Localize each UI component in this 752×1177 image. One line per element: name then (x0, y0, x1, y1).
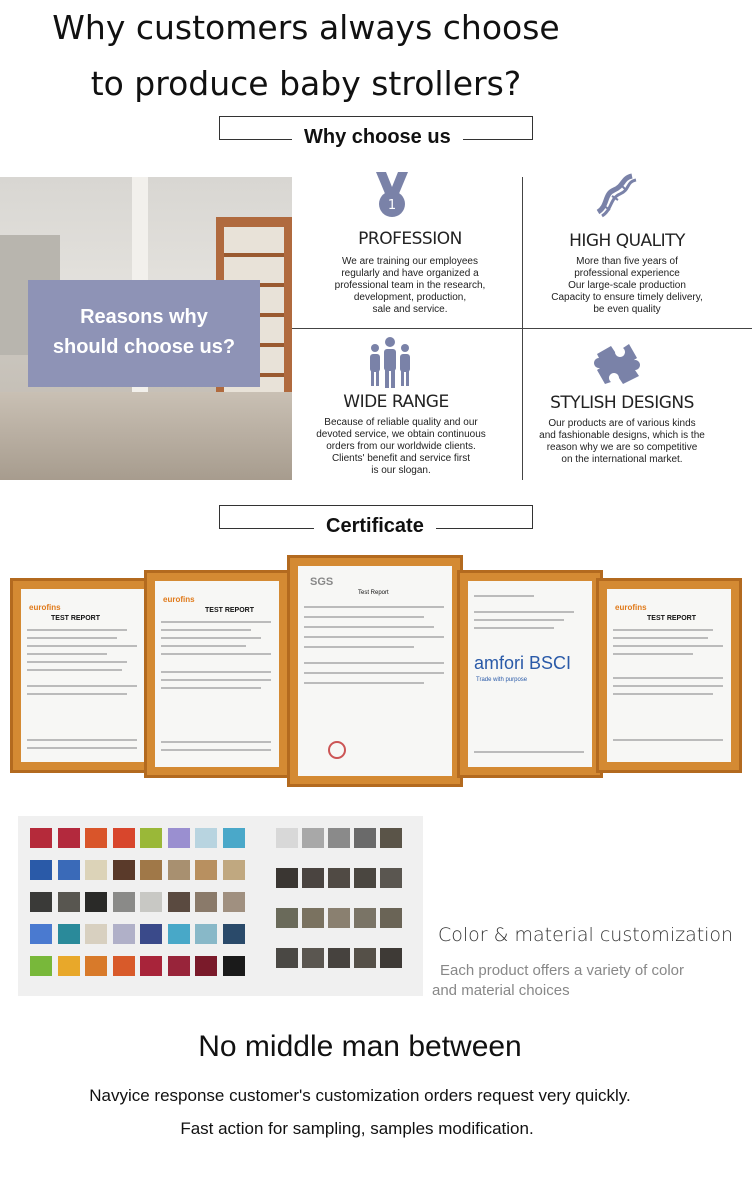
fabric-swatch (113, 828, 135, 848)
material-swatch (328, 948, 350, 968)
certificate-heading-3: Test Report (358, 590, 389, 596)
fabric-swatch (195, 828, 217, 848)
fabric-swatch (168, 860, 190, 880)
fabric-swatch (140, 892, 162, 912)
fabric-swatch (223, 892, 245, 912)
svg-text:1: 1 (387, 198, 397, 213)
fabric-swatch (195, 860, 217, 880)
fabric-swatch (30, 828, 52, 848)
certificate-heading-5: TEST REPORT (647, 615, 697, 622)
fabric-swatch (223, 860, 245, 880)
fabric-swatch (223, 924, 245, 944)
material-swatch (302, 908, 324, 928)
customization-text-line2: and material choices (432, 982, 570, 999)
fabric-swatch (195, 892, 217, 912)
certificate-heading-1: TEST REPORT (51, 615, 101, 622)
material-swatch (328, 868, 350, 888)
fabric-swatch (113, 924, 135, 944)
feature-text-profession: We are training our employees regularly and have organized a professional team in the research, development, production, sale and service. (334, 256, 486, 315)
medal-icon (372, 172, 412, 220)
fabric-swatch (168, 828, 190, 848)
feature-title-profession: PROFESSION (358, 229, 462, 249)
feature-text-wide-range: Because of reliable quality and our devoted service, we obtain continuous orders from our worldwide clients. Clients' benefit and service first is our slogan. (316, 417, 486, 476)
fabric-swatch (223, 956, 245, 976)
fabric-swatch (168, 892, 190, 912)
material-swatch (354, 828, 376, 848)
certificate-frame-1 (10, 578, 156, 773)
certificate-frame-2 (144, 570, 290, 778)
fabric-swatch (30, 860, 52, 880)
certificate-brand-1: eurofins (29, 603, 61, 612)
certificate-frame-5 (596, 578, 742, 773)
material-swatch (380, 828, 402, 848)
closing-title: No middle man between (198, 1030, 522, 1063)
main-heading-line2: to produce baby strollers? (90, 64, 522, 103)
feature-text-high-quality: More than five years of professional experience Our large-scale production Capacity to ensure timely delivery, be even quality (551, 256, 703, 315)
section-title-why: Why choose us (292, 126, 463, 149)
team-icon (366, 336, 414, 390)
feature-title-wide-range: WIDE RANGE (343, 392, 449, 412)
fabric-swatch (168, 956, 190, 976)
reasons-label-line2: should choose us? (52, 336, 236, 358)
material-swatch (380, 948, 402, 968)
fabric-swatch (140, 860, 162, 880)
fabric-swatch (30, 956, 52, 976)
material-swatch (354, 868, 376, 888)
feature-title-high-quality: HIGH QUALITY (569, 231, 685, 251)
puzzle-icon (593, 340, 643, 388)
fabric-swatch (140, 956, 162, 976)
material-swatch (302, 948, 324, 968)
fabric-swatch (85, 860, 107, 880)
fabric-swatch (58, 924, 80, 944)
certificate-brand-2: eurofins (163, 595, 195, 604)
fabric-swatch (85, 924, 107, 944)
certificate-brand-3: SGS (310, 576, 334, 588)
material-swatch (276, 868, 298, 888)
grid-divider-horizontal (292, 328, 752, 329)
certificate-brand-5: eurofins (615, 603, 647, 612)
reasons-label-box (28, 280, 260, 387)
fabric-swatch (113, 956, 135, 976)
fabric-swatch (113, 860, 135, 880)
material-swatch (302, 828, 324, 848)
fabric-swatch (223, 828, 245, 848)
fabric-swatch (195, 956, 217, 976)
fabric-swatch (30, 892, 52, 912)
fabric-swatch (85, 892, 107, 912)
feature-text-stylish-designs: Our products are of various kinds and fashionable designs, which is the reason why we are so competitive on the international market. (539, 418, 705, 465)
fabric-swatch (195, 924, 217, 944)
fabric-swatch (168, 924, 190, 944)
section-title-certificate: Certificate (314, 515, 436, 538)
material-swatch (380, 868, 402, 888)
material-swatch (380, 908, 402, 928)
certificate-frame-4 (457, 570, 603, 778)
material-swatch (276, 828, 298, 848)
customization-title: Color & material customization (438, 924, 734, 946)
certificate-brand-4: amfori BSCI (474, 653, 572, 673)
fabric-swatch (58, 860, 80, 880)
fabric-swatch (85, 828, 107, 848)
material-swatch (328, 908, 350, 928)
fabric-swatch (58, 828, 80, 848)
fabric-swatch (58, 956, 80, 976)
dna-icon (592, 172, 638, 218)
closing-line1: Navyice response customer's customization orders request very quickly. (89, 1086, 631, 1105)
material-swatch (328, 828, 350, 848)
material-swatch (276, 948, 298, 968)
certificate-frame-3 (287, 555, 463, 787)
reasons-label-line1: Reasons why (80, 306, 208, 328)
fabric-swatch (58, 892, 80, 912)
feature-title-stylish-designs: STYLISH DESIGNS (550, 393, 694, 413)
fabric-swatch (30, 924, 52, 944)
material-swatch (354, 908, 376, 928)
certificate-heading-2: TEST REPORT (205, 607, 255, 614)
main-heading-line1: Why customers always choose (52, 8, 560, 47)
material-swatch (302, 868, 324, 888)
closing-line2: Fast action for sampling, samples modification. (180, 1119, 534, 1138)
customization-text-line1: Each product offers a variety of color (440, 962, 685, 979)
material-swatch (354, 948, 376, 968)
swatch-panel (18, 816, 423, 996)
certificate-seal (328, 741, 346, 759)
fabric-swatch (140, 828, 162, 848)
fabric-swatch (85, 956, 107, 976)
fabric-swatch (113, 892, 135, 912)
material-swatch (276, 908, 298, 928)
certificate-tagline-4: Trade with purpose (476, 677, 528, 683)
fabric-swatch (140, 924, 162, 944)
